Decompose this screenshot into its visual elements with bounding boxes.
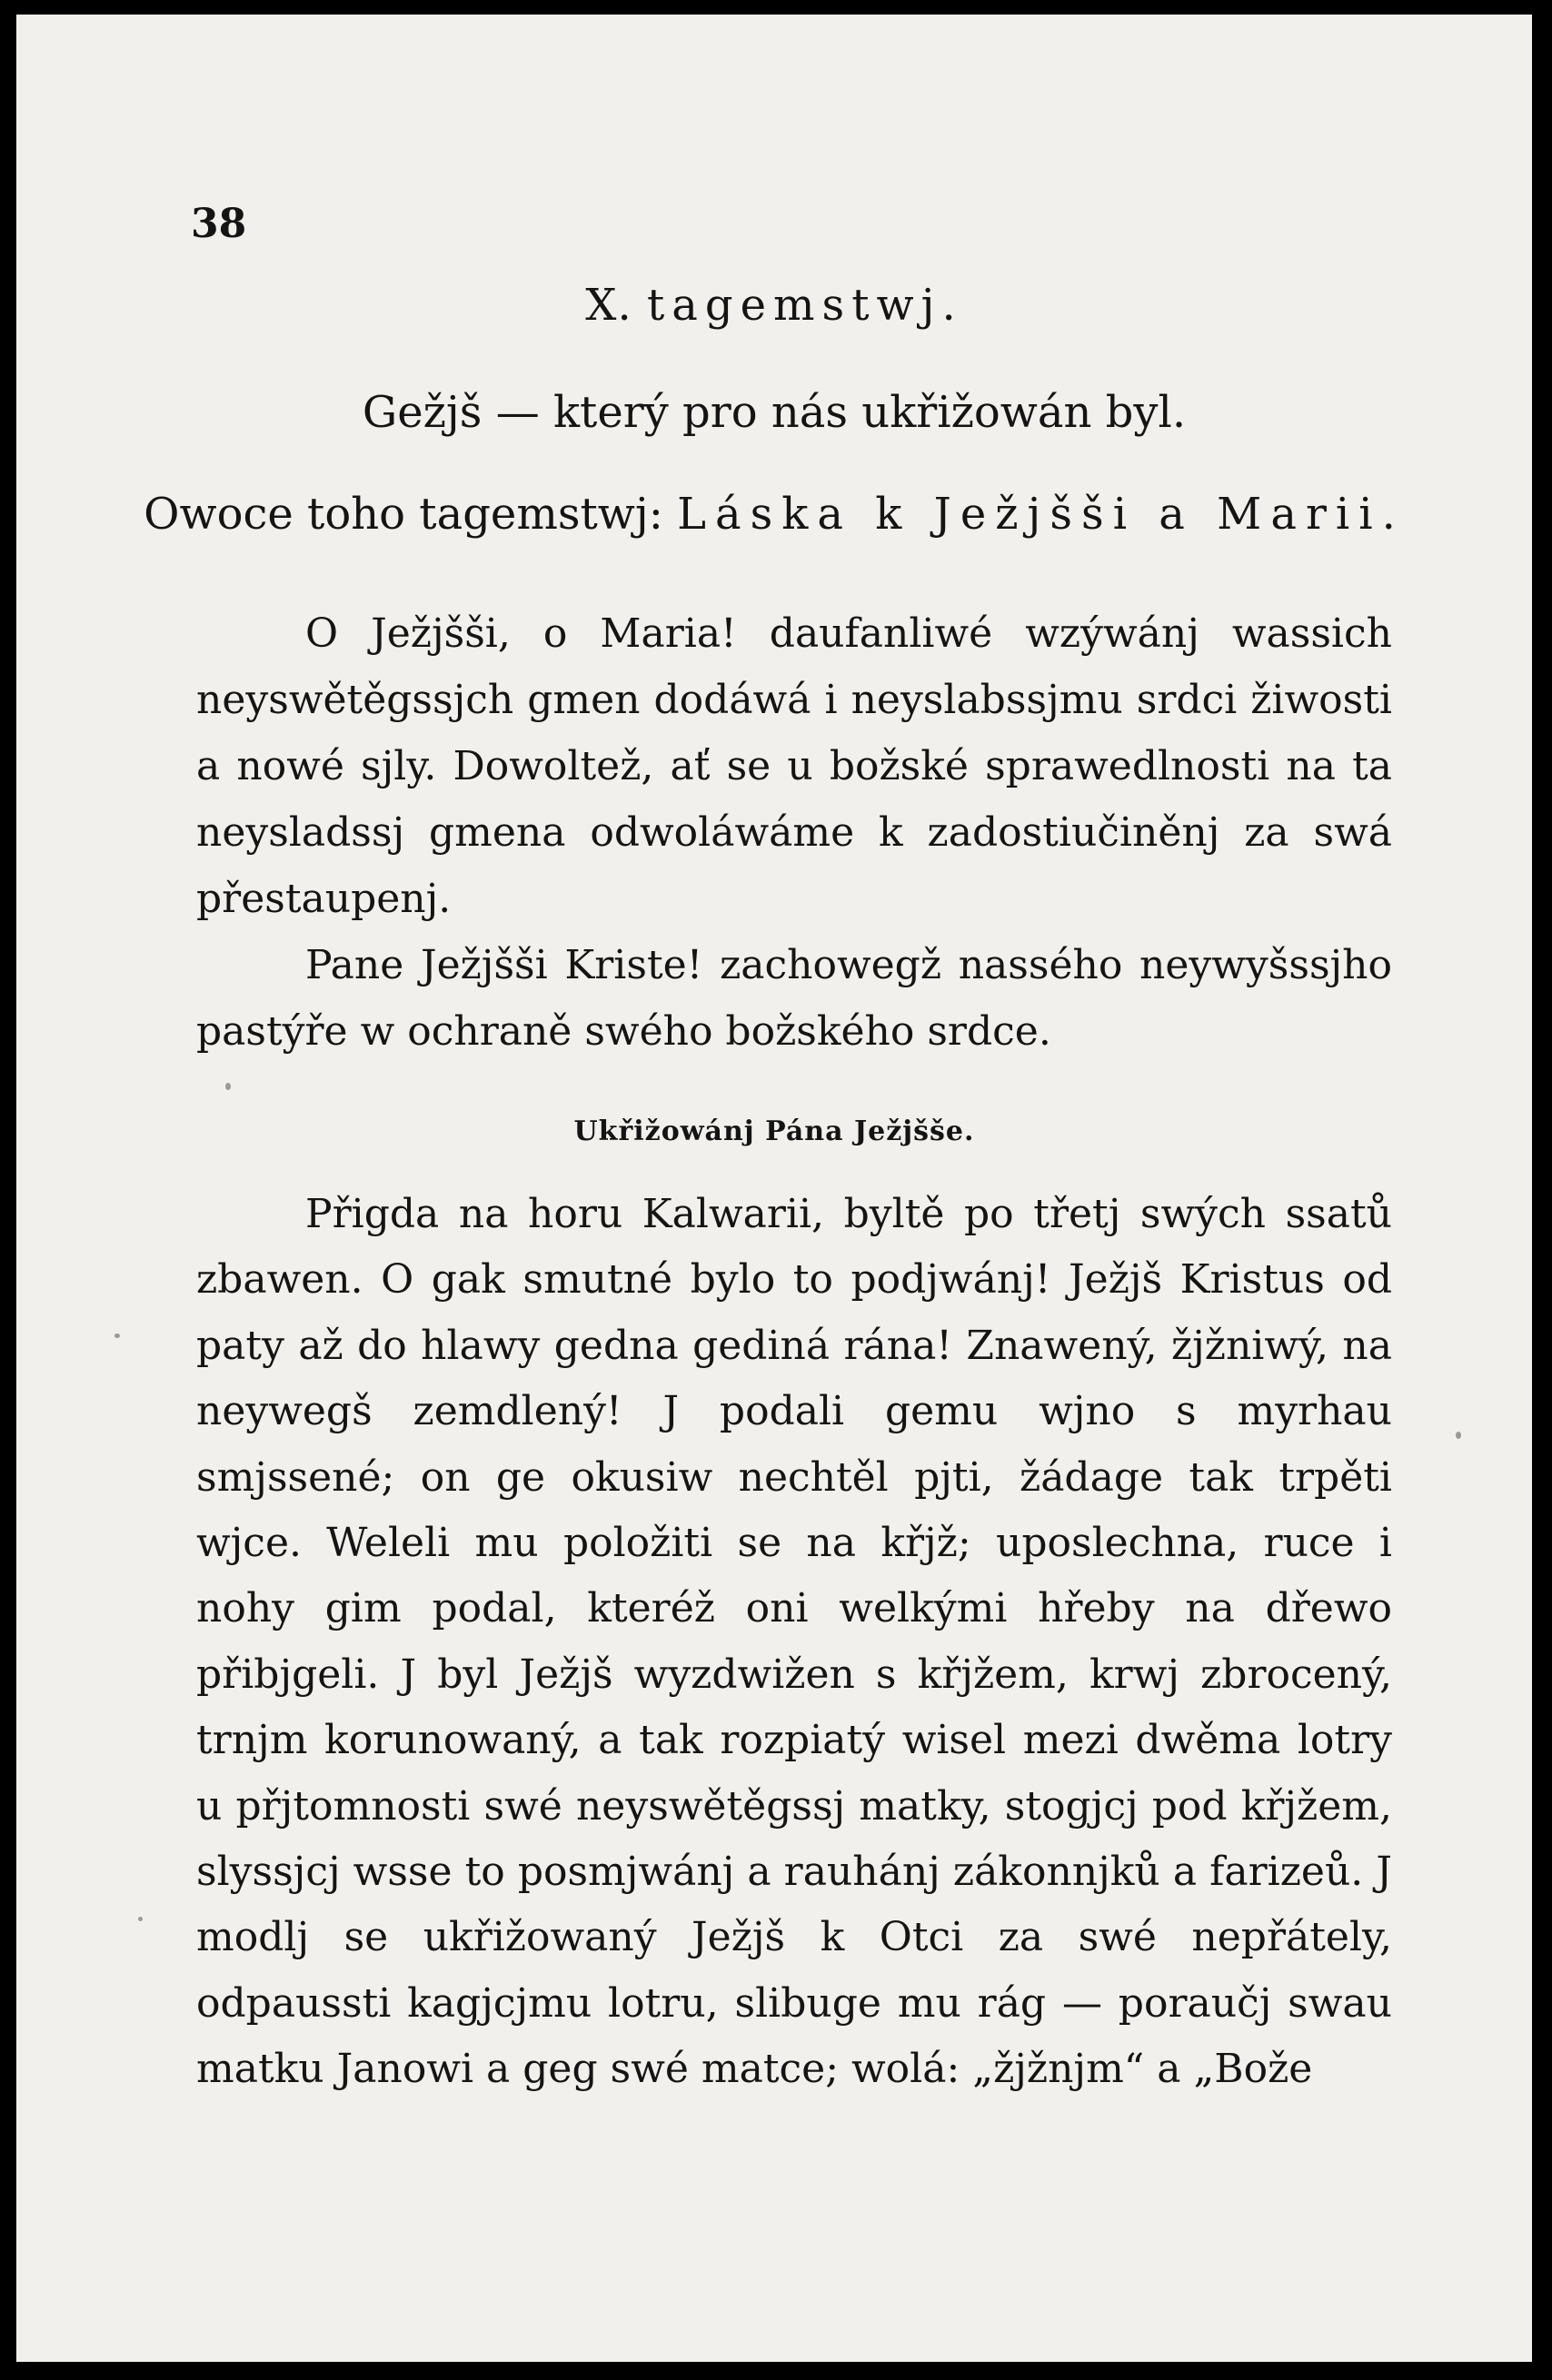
page-speck bbox=[1456, 1432, 1461, 1439]
page-speck bbox=[138, 1917, 143, 1921]
page-speck bbox=[114, 1334, 120, 1338]
prayer-paragraph-2: Pane Ježjšši Kriste! zachowegž nassého neywyšssjho pastýře w ochraně swého božského srdce. bbox=[196, 942, 1392, 1055]
mystery-title: Gežjš — který pro nás ukřižowán byl. bbox=[362, 387, 1187, 438]
page-number: 38 bbox=[191, 201, 247, 247]
mystery-fruit bbox=[16, 489, 1532, 540]
prayer-paragraph-1: O Ježjšši, o Maria! daufanliwé wzýwánj wassich neyswětěgssjch gmen dodáwá i neyslabssjmu srdci žiwosti a nowé sjly. Dowoltež, ať se u božské sprawedlnosti na ta neysladssj gmena odwoláwáme k zadostiučiněnj za swá přestaupenj. bbox=[196, 610, 1392, 922]
chapter-word: tagemstwj. bbox=[647, 280, 963, 331]
chapter-numeral: X. bbox=[585, 280, 632, 331]
fruit-text: Láska k Ježjšši a Marii. bbox=[677, 489, 1405, 540]
section-heading: Ukřižowánj Pána Ježjšše. bbox=[573, 1116, 975, 1147]
page-speck bbox=[225, 1083, 231, 1090]
narrative-paragraph: Přigda na horu Kalwarii, byltě po třetj swých ssatů zbawen. O gak smutné bylo to podjwánj! Ježjš Kristus od paty až do hlawy gedna gediná rána! Znawený, žjžniwý, na neywegš zemdlený! J podali gemu wjno s myrhau smjssené; on ge okusiw nechtěl pjti, žádage tak trpěti wjce. Weleli mu položiti se na křjž; uposlechna, ruce i nohy gim podal, kteréž oni welkými hřeby na dřewo přibjgeli. J byl Ježjš wyzdwižen s křjžem, krwj zbrocený, trnjm korunowaný, a tak rozpiatý wisel mezi dwěma lotry u přjtomnosti swé neyswětěgssj matky, stogjcj pod křjžem, slyssjcj wsse to posmjwánj a rauhánj zákonnjků a farizeů. J modlj se ukřižowaný Ježjš k Otci za swé nepřátely, odpaussti kagjcjmu lotru, slibuge mu rág — poraučj swau matku Janowi a geg swé matce; wolá: „žjžnjm“ a „Bože bbox=[196, 1191, 1392, 2093]
fruit-label: Owoce toho tagemstwj: bbox=[144, 489, 663, 540]
book-page bbox=[16, 15, 1532, 2362]
chapter-heading bbox=[16, 280, 1532, 331]
